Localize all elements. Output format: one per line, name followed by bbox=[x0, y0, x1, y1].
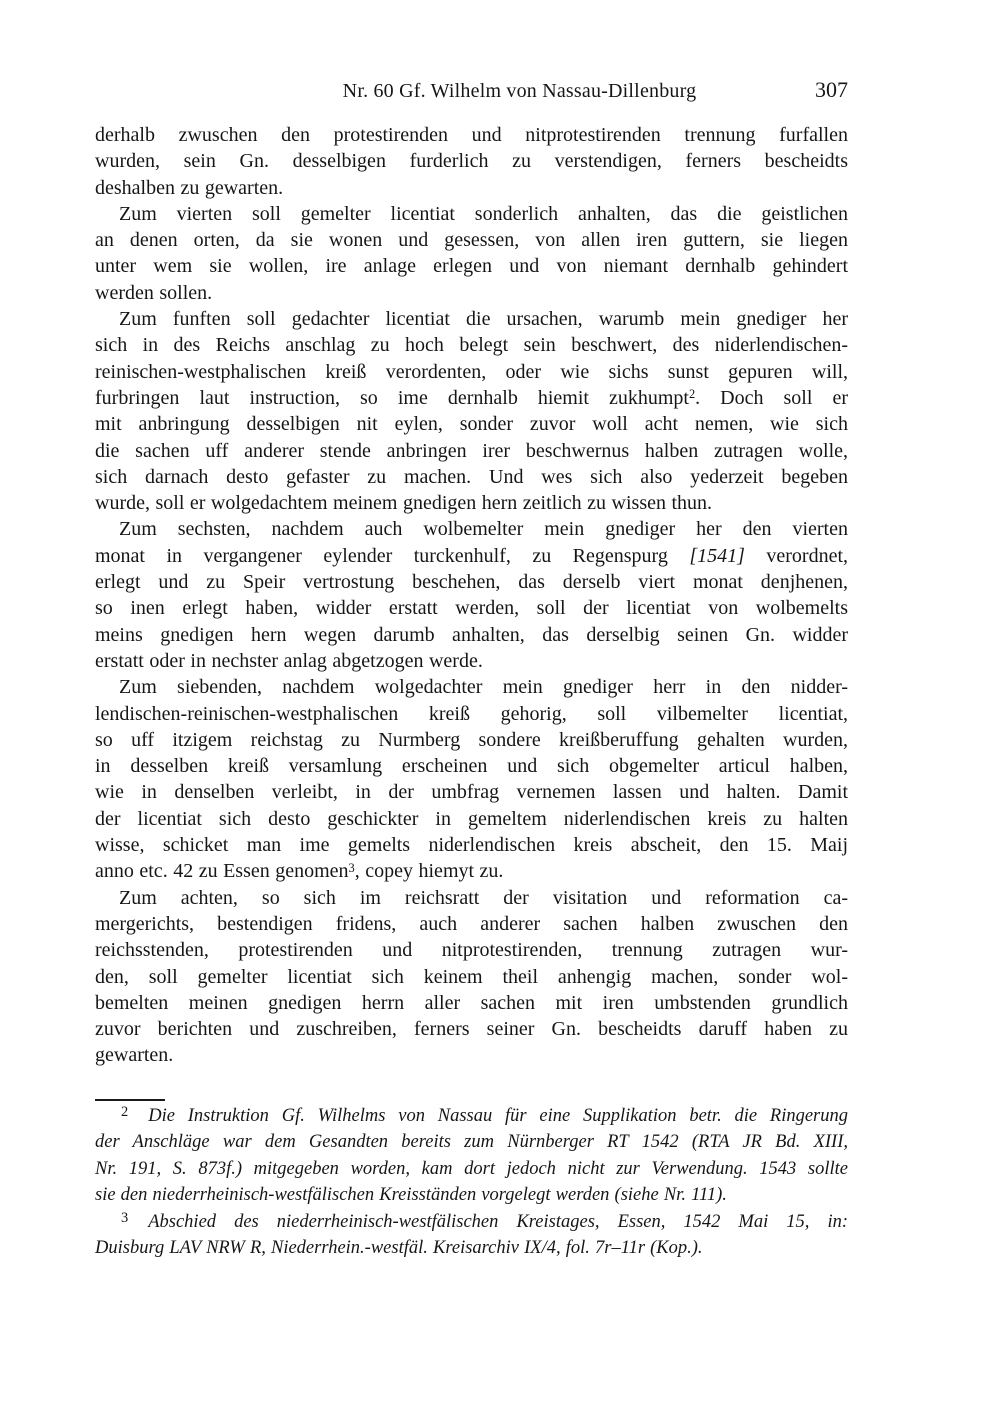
body-line: so uff itzigem reichstag zu Nurmberg sondere kreißberuffung gehalten wurden, bbox=[95, 728, 848, 751]
body-line: den, soll gemelter licentiat sich keinem theil anhengig machen, sonder wol- bbox=[95, 965, 848, 988]
body-line: mergerichts, bestendigen fridens, auch anderer sachen halben zwuschen den bbox=[95, 912, 848, 935]
body-line: deshalben zu gewarten. bbox=[95, 176, 284, 199]
body-line: gewarten. bbox=[95, 1044, 174, 1067]
paragraph bbox=[95, 674, 848, 884]
footnote bbox=[95, 1209, 848, 1262]
body-line: so inen erlegt haben, widder erstatt werden, soll der licentiat von wolbemelts bbox=[95, 597, 848, 620]
body-line: reinischen-westphalischen kreiß verordenten, oder wie sichs sunst gepuren will, bbox=[95, 360, 848, 383]
body-line: zuvor berichten und zuschreiben, ferners seiner Gn. bescheidts daruff haben zu bbox=[95, 1018, 848, 1041]
footnote-line: sie den niederrheinisch-westfälischen Kreisständen vorgelegt werden (siehe Nr. 111). bbox=[95, 1185, 727, 1206]
footnote-line: Nr. 191, S. 873f.) mitgegeben worden, kam dort jedoch nicht zur Verwendung. 1543 sollte bbox=[95, 1158, 848, 1179]
body-line: wisse, schicket man ime gemelts niderlendischen kreis abscheit, den 15. Maij bbox=[95, 834, 848, 857]
body-line: reichsstenden, protestirenden und nitprotestirenden, trennung zutragen wur- bbox=[95, 939, 848, 962]
paragraph bbox=[95, 885, 848, 1069]
body-line: wurde, soll er wolgedachtem meinem gnedigen hern zeitlich zu wissen thun. bbox=[95, 492, 713, 515]
footnote-marker: 2 bbox=[121, 1103, 129, 1120]
paragraph bbox=[95, 516, 848, 674]
body-line: sich in des Reichs anschlag zu hoch belegt sein beschwert, des niderlendischen- bbox=[95, 334, 848, 357]
body-line: mit anbringung desselbigen nit eylen, sonder zuvor woll acht nemen, wie sich bbox=[95, 413, 848, 436]
body-line: der licentiat sich desto geschickter in gemeltem niderlendischen kreis zu halten bbox=[95, 807, 848, 830]
body-line: Zum sechsten, nachdem auch wolbemelter mein gnediger her den vierten bbox=[119, 518, 848, 541]
footnote-ref-icon: 3 bbox=[348, 860, 355, 875]
footnote bbox=[95, 1103, 848, 1209]
footnote-marker: 3 bbox=[121, 1209, 129, 1226]
footnote-ref-icon: 2 bbox=[688, 387, 696, 402]
body-line: sich darnach desto gefaster zu machen. Und wes sich also yederzeit begeben bbox=[95, 465, 848, 488]
body-line: wurden, sein Gn. desselbigen furderlich zu verstendigen, ferners bescheidts bbox=[95, 150, 848, 173]
body-line: die sachen uff anderer stende anbringen irer beschwernus halben zutragen wolle, bbox=[95, 439, 848, 462]
body-line: Zum funften soll gedachter licentiat die ursachen, warumb mein gnediger her bbox=[119, 308, 848, 331]
body-line: erstatt oder in nechster anlag abgetzogen werde. bbox=[95, 649, 483, 672]
body-line: unter wem sie wollen, ire anlage erlegen und von niemant dernhalb gehindert bbox=[95, 255, 848, 278]
body-line: furbringen laut instruction, so ime dernhalb hiemit zukhumpt$^2$. Doch soll er bbox=[95, 386, 848, 409]
body-line: in desselben kreiß versamlung erscheinen und sich obgemelter articul halben, bbox=[95, 755, 848, 778]
page-header bbox=[95, 77, 848, 106]
body-line: an denen orten, da sie wonen und gesessen, von allen iren guttern, sie liegen bbox=[95, 229, 848, 252]
body-line: monat in vergangener eylender turckenhulf, zu Regenspurg [1541] verordnet, bbox=[95, 544, 848, 567]
running-title: Nr. 60 Gf. Wilhelm von Nassau-Dillenburg bbox=[342, 80, 697, 102]
body-line: lendischen-reinischen-westphalischen kreiß gehorig, soll vilbemelter licentiat, bbox=[95, 702, 848, 725]
body-line: Zum achten, so sich im reichsratt der visitation und reformation ca- bbox=[119, 886, 848, 909]
footnote-line: $^3$ Abschied des niederrheinisch-westfälischen Kreistages, Essen, 1542 Mai 15, in: bbox=[121, 1209, 848, 1232]
document-body bbox=[95, 122, 848, 1069]
body-line: anno etc. 42 zu Essen genomen$^3$, copey hiemyt zu. bbox=[95, 860, 504, 883]
body-line: Zum vierten soll gemelter licentiat sonderlich anhalten, das die geistlichen bbox=[119, 202, 848, 225]
body-line: erlegt und zu Speir vertrostung beschehen, das derselb viert monat denjhenen, bbox=[95, 571, 848, 594]
footnote-separator bbox=[95, 1099, 165, 1101]
paragraph bbox=[95, 306, 848, 516]
body-line: werden sollen. bbox=[95, 281, 213, 304]
body-line: wie in denselben verleibt, in der umbfrag vernemen lassen und halten. Damit bbox=[95, 781, 848, 804]
page-number: 307 bbox=[815, 77, 848, 102]
footnote-line: $^2$ Die Instruktion Gf. Wilhelms von Nassau für eine Supplikation betr. die Ringerung bbox=[121, 1103, 848, 1126]
paragraph bbox=[95, 122, 848, 201]
italic-text: [1541] bbox=[689, 544, 745, 567]
body-line: derhalb zwuschen den protestirenden und nitprotestirenden trennung furfallen bbox=[95, 124, 848, 146]
body-line: bemelten meinen gnedigen herrn aller sachen mit iren umbstenden grundlich bbox=[95, 991, 848, 1014]
footnote-line: Duisburg LAV NRW R, Niederrhein.-westfäl. Kreisarchiv IX/4, fol. 7r–11r (Kop.). bbox=[95, 1238, 703, 1259]
paragraph bbox=[95, 201, 848, 306]
footnote-line: der Anschläge war dem Gesandten bereits zum Nürnberger RT 1542 (RTA JR Bd. XIII, bbox=[95, 1132, 848, 1153]
footnotes-section bbox=[95, 1103, 848, 1261]
body-line: meins gnedigen hern wegen darumb anhalten, das derselbig seinen Gn. widder bbox=[95, 623, 848, 646]
body-line: Zum siebenden, nachdem wolgedachter mein gnediger herr in den nidder- bbox=[119, 676, 848, 699]
